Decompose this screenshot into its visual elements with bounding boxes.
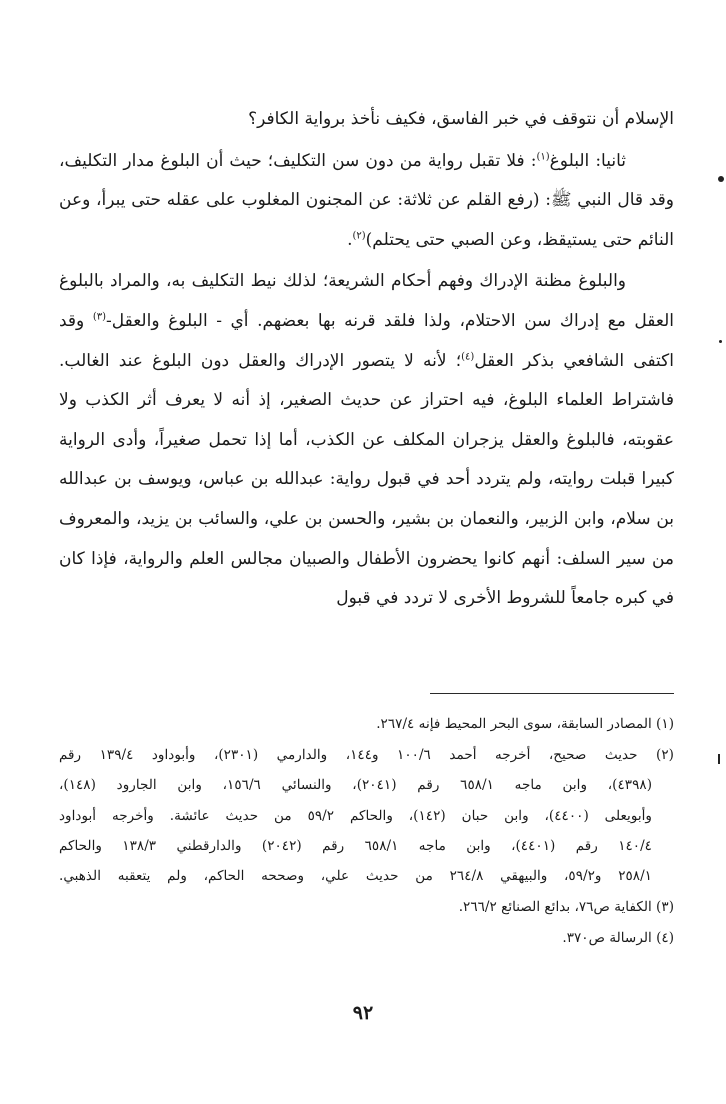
footnote-3 [59, 892, 674, 922]
footnote-line: (٢) حديث صحيح، أخرجه أحمد ١٠٠/٦ و١٤٤، والدارمي (٢٣٠١)، وأبوداود ١٣٩/٤ رقم [59, 747, 674, 764]
footnote-line: (٣) الكفاية ص٧٦، بدائع الصنائع ٢٦٦/٢. [458, 899, 674, 916]
main-text [59, 100, 674, 619]
paragraph-lead: ثانيا: البلوغ [549, 150, 626, 171]
footnote-2 [59, 740, 674, 891]
footnotes [59, 709, 674, 955]
footnote-line: (٤) الرسالة ص٣٧٠. [562, 930, 674, 947]
paragraph-puberty-reason [59, 262, 674, 618]
footnote-line: ١٤٠/٤ رقم (٤٤٠١)، وابن ماجه ٦٥٨/١ رقم (٢٠٤٢) والدارقطني ١٣٨/٣ والحاكم [59, 837, 652, 854]
footnote-ref-4: (٤) [461, 350, 475, 362]
scan-speck [718, 176, 724, 182]
scan-speck [719, 340, 722, 343]
page-number: ٩٢ [352, 1002, 374, 1024]
scan-speck [718, 754, 720, 764]
paragraph-text-part3: ؛ لأنه لا يتصور الإدراك والعقل دون البلوغ عند الغالب. فاشتراط العلماء البلوغ، فيه احتراز عن حديث الصغير، إذ أنه لا يعرف أثر الكذب ولا عقوبته، فالبلوغ والعقل يزجران المكلف عن الكذب، أما إذا تحمل صغيراً، وأدى الرواية كبيرا قبلت روايته، ولم يتردد أحد في قبول رواية: عبدالله بن عباس، ويوسف بن عبدالله بن سلام، وابن الزبير، والنعمان بن بشير، والحسن بن علي، والسائب بن يزيد، والمعروف من سير السلف: أنهم كانوا يحضرون الأطفال والصبيان مجالس العلم والرواية، فإذا كان في كبره جامعاً للشروط الأخرى لا تردد في قبول [59, 350, 674, 609]
footnote-ref-2: (٢) [352, 230, 366, 242]
footnote-line: وأبويعلى (٤٤٠٠)، وابن حبان (١٤٢)، والحاكم ٥٩/٢ من حديث عائشة. وأخرجه أبوداود [59, 807, 652, 824]
paragraph-end: . [347, 229, 353, 250]
paragraph-text-part2: وقد اكتفى الشافعي بذكر العقل [59, 310, 674, 371]
footnote-line: (١) المصادر السابقة، سوى البحر المحيط فإنه ٢٦٧/٤. [376, 716, 674, 732]
footnote-line: (٤٣٩٨)، وابن ماجه ٦٥٨/١ رقم (٢٠٤١)، والنسائي ١٥٦/٦، وابن الجارود (١٤٨)، [59, 777, 652, 794]
footnote-4 [59, 923, 674, 953]
paragraph-text: : فلا تقبل رواية من دون سن التكليف؛ حيث أن البلوغ مدار التكليف، وقد قال النبي ﷺ: (رفع القلم عن ثلاثة: عن المجنون المغلوب على عقله حتى يبرأ، وعن النائم حتى يستيقظ، وعن الصبي حتى يحتلم) [59, 150, 674, 250]
footnote-line: ٢٥٨/١ و٥٩/٢، والبيهقي ٢٦٤/٨ من حديث علي، وصححه الحاكم، ولم يتعقبه الذهبي. [59, 868, 652, 885]
opening-line-text: الإسلام أن نتوقف في خبر الفاسق، فكيف نأخذ برواية الكافر؟ [248, 109, 674, 129]
footnote-ref-1: (١) [536, 150, 550, 162]
footnote-separator [430, 693, 674, 694]
footnote-1 [59, 709, 674, 739]
footnote-ref-3: (٣) [92, 311, 106, 323]
paragraph-opening-line [59, 100, 674, 140]
paragraph-text-part1: والبلوغ مظنة الإدراك وفهم أحكام الشريعة؛ لذلك نيط التكليف به، والمراد بالبلوغ العقل مع إدراك سن الاحتلام، ولذا فلقد قرنه بها بعضهم. أي - البلوغ والعقل- [59, 271, 674, 331]
paragraph-puberty-condition [59, 142, 674, 261]
